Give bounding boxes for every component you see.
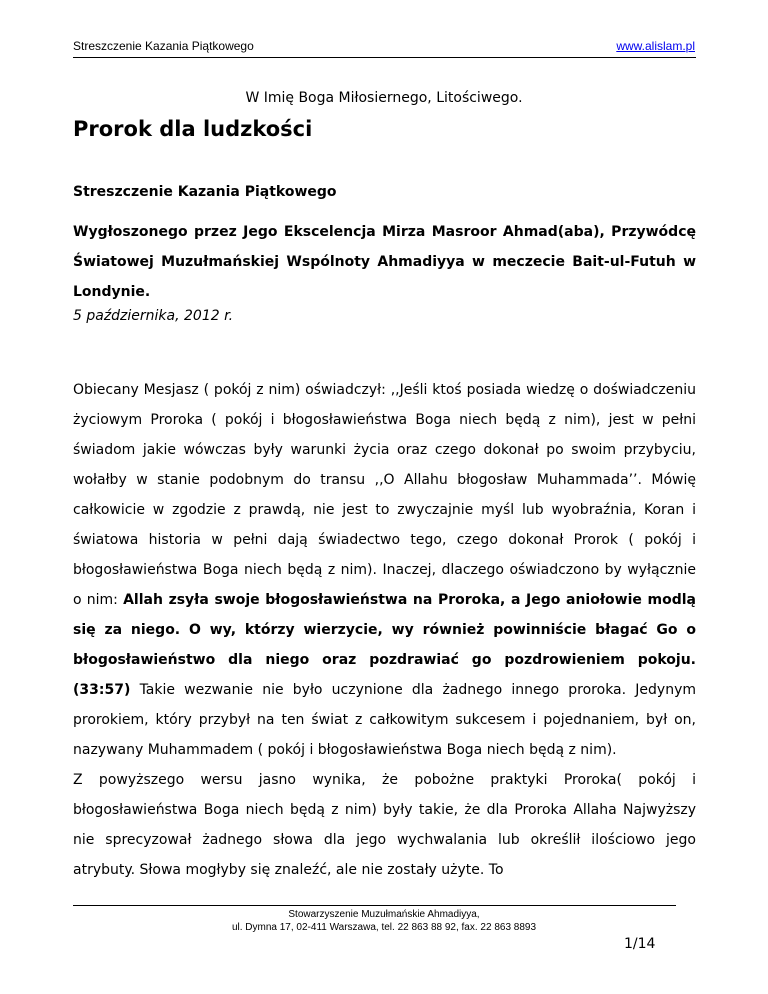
paragraph-1 (73, 375, 696, 765)
sermon-date: 5 października, 2012 r. (73, 308, 234, 324)
paragraph-1-outro: Takie wezwanie nie było uczynione dla żadnego innego proroka. Jedynym prorokiem, który przybył na ten świat z całkowitym sukcesem i pojednaniem, był on, nazywany Muhammadem ( pokój i błogosławieństwa Boga niech będą z nim). (73, 682, 696, 758)
paragraph-1-intro: Obiecany Mesjasz ( pokój z nim) oświadczył: ,,Jeśli ktoś posiada wiedzę o doświadczeniu życiowym Proroka ( pokój i błogosławieństwa Boga niech będą z nim), jest w pełni świadom jakie wówczas były warunki życia oraz czego dokonał po swoim przybyciu, wołałby w stanie podobnym do transu ,,O Allahu błogosław Muhammada’’. Mówię całkowicie w zgodzie z prawdą, nie jest to zwyczajnie myśl lub wyobraźnia, Koran i światowa historia w pełni dają świadectwo tego, czego dokonał Prorok ( pokój i błogosławieństwa Boga niech będą z nim). Inaczej, dlaczego oświadczono by wyłącznie o nim: (73, 382, 696, 608)
header-website-link[interactable]: www.alislam.pl (616, 39, 695, 53)
subtitle: Streszczenie Kazania Piątkowego (73, 184, 337, 200)
delivered-by: Wygłoszonego przez Jego Ekscelencja Mirza Masroor Ahmad(aba), Przywódcę Światowej Muzułmańskiej Wspólnoty Ahmadiyya w meczecie Bait-ul-Futuh w Londynie. (73, 224, 696, 300)
footer-divider (73, 905, 676, 906)
page-number: 1/14 (624, 936, 656, 952)
invocation: W Imię Boga Miłosiernego, Litościwego. (245, 90, 523, 106)
quran-quote: Allah zsyła swoje błogosławieństwa na Proroka, a Jego aniołowie modlą się za niego. O wy, którzy wierzycie, wy również powinniście błagać Go o błogosławieństwo dla niego oraz pozdrawiać go pozdrowieniem pokoju. (33:57) (73, 592, 696, 698)
page-title: Prorok dla ludzkości (73, 117, 313, 141)
footer-organization: Stowarzyszenie Muzułmańskie Ahmadiyya, (288, 909, 480, 920)
header-title: Streszczenie Kazania Piątkowego (73, 39, 254, 53)
header-divider (73, 57, 696, 58)
footer-address: ul. Dymna 17, 02-411 Warszawa, tel. 22 863 88 92, fax. 22 863 8893 (231, 922, 537, 933)
paragraph-2: Z powyższego wersu jasno wynika, że pobożne praktyki Proroka( pokój i błogosławieństwa Boga niech będą z nim) były takie, że dla Proroka Allaha Najwyższy nie sprecyzował żadnego słowa dla jego wychwalania lub określił ilościowo jego atrybuty. Słowa mogłyby się znaleźć, ale nie zostały użyte. To (73, 772, 696, 878)
